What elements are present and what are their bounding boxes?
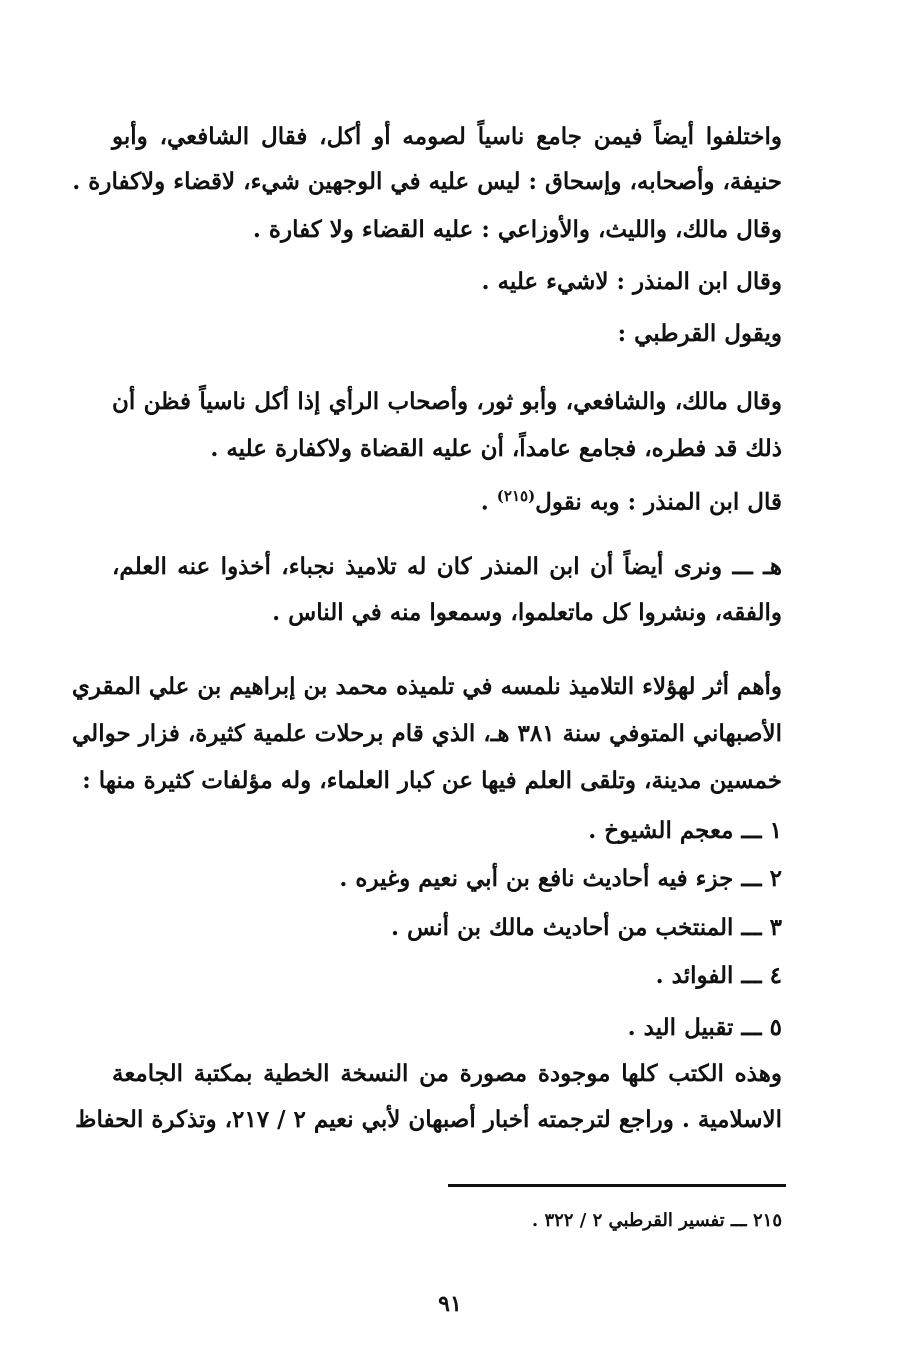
paragraph-line-20: الاسلامية . وراجع لترجمته أخبار أصبهان لأبي نعيم ٢ / ٢١٧، وتذكرة الحفاظ	[75, 1106, 782, 1133]
list-item-2: ٢ ـــ جزء فيه أحاديث نافع بن أبي نعيم وغيره .	[339, 865, 782, 892]
paragraph-line-2: حنيفة، وأصحابه، وإسحاق : ليس عليه في الوجهين شيء، لاقضاء ولاكفارة .	[72, 168, 782, 195]
list-item-1: ١ ـــ معجم الشيوخ .	[588, 817, 782, 844]
paragraph-line-13: خمسين مدينة، وتلقى العلم فيها عن كبار العلماء، وله مؤلفات كثيرة منها :	[82, 767, 782, 794]
paragraph-line-6: وقال مالك، والشافعي، وأبو ثور، وأصحاب الرأي إذا أكل ناسياً فظن أن	[112, 388, 782, 415]
footnote-separator	[448, 1184, 786, 1187]
list-item-4: ٤ ـــ الفوائد .	[655, 962, 782, 989]
footnote-reference: (٢١٥)	[496, 487, 536, 505]
paragraph-line-5: ويقول القرطبي :	[617, 320, 782, 347]
paragraph-line-12: الأصبهاني المتوفي سنة ٣٨١ هـ، الذي قام برحلات علمية كثيرة، فزار حوالي	[72, 720, 782, 747]
paragraph-line-8	[481, 480, 782, 519]
paragraph-line-9: هـ ـــ ونرى أيضاً أن ابن المنذر كان له تلاميذ نجباء، أخذوا عنه العلم،	[112, 553, 783, 580]
paragraph-line-1: واختلفوا أيضاً فيمن جامع ناسياً لصومه أو أكل، فقال الشافعي، وأبو	[112, 123, 782, 150]
paragraph-line-3: وقال مالك، والليث، والأوزاعي : عليه القضاء ولا كفارة .	[252, 216, 782, 243]
paragraph-line-11: وأهم أثر لهؤلاء التلاميذ نلمسه في تلميذه محمد بن إبراهيم بن علي المقري	[71, 673, 782, 700]
paragraph-line-7: ذلك قد فطره، فجامع عامداً، أن عليه القضاة ولاكفارة عليه .	[210, 435, 782, 462]
quote-text: قال ابن المنذر : وبه نقول	[535, 488, 782, 516]
page-number: ٩١	[438, 1291, 462, 1317]
list-item-3: ٣ ـــ المنتخب من أحاديث مالك بن أنس .	[390, 914, 782, 941]
paragraph-line-10: والفقه، ونشروا كل ماتعلموا، وسمعوا منه في الناس .	[272, 599, 782, 626]
paragraph-line-4: وقال ابن المنذر : لاشيء عليه .	[481, 268, 782, 295]
list-item-5: ٥ ـــ تقبيل اليد .	[627, 1014, 782, 1041]
footnote-text: ٢١٥ ـــ تفسير القرطبي ٢ / ٣٢٢ .	[531, 1210, 782, 1231]
quote-end-dot: .	[480, 488, 497, 516]
paragraph-line-19: وهذه الكتب كلها موجودة مصورة من النسخة الخطية بمكتبة الجامعة	[112, 1060, 782, 1087]
